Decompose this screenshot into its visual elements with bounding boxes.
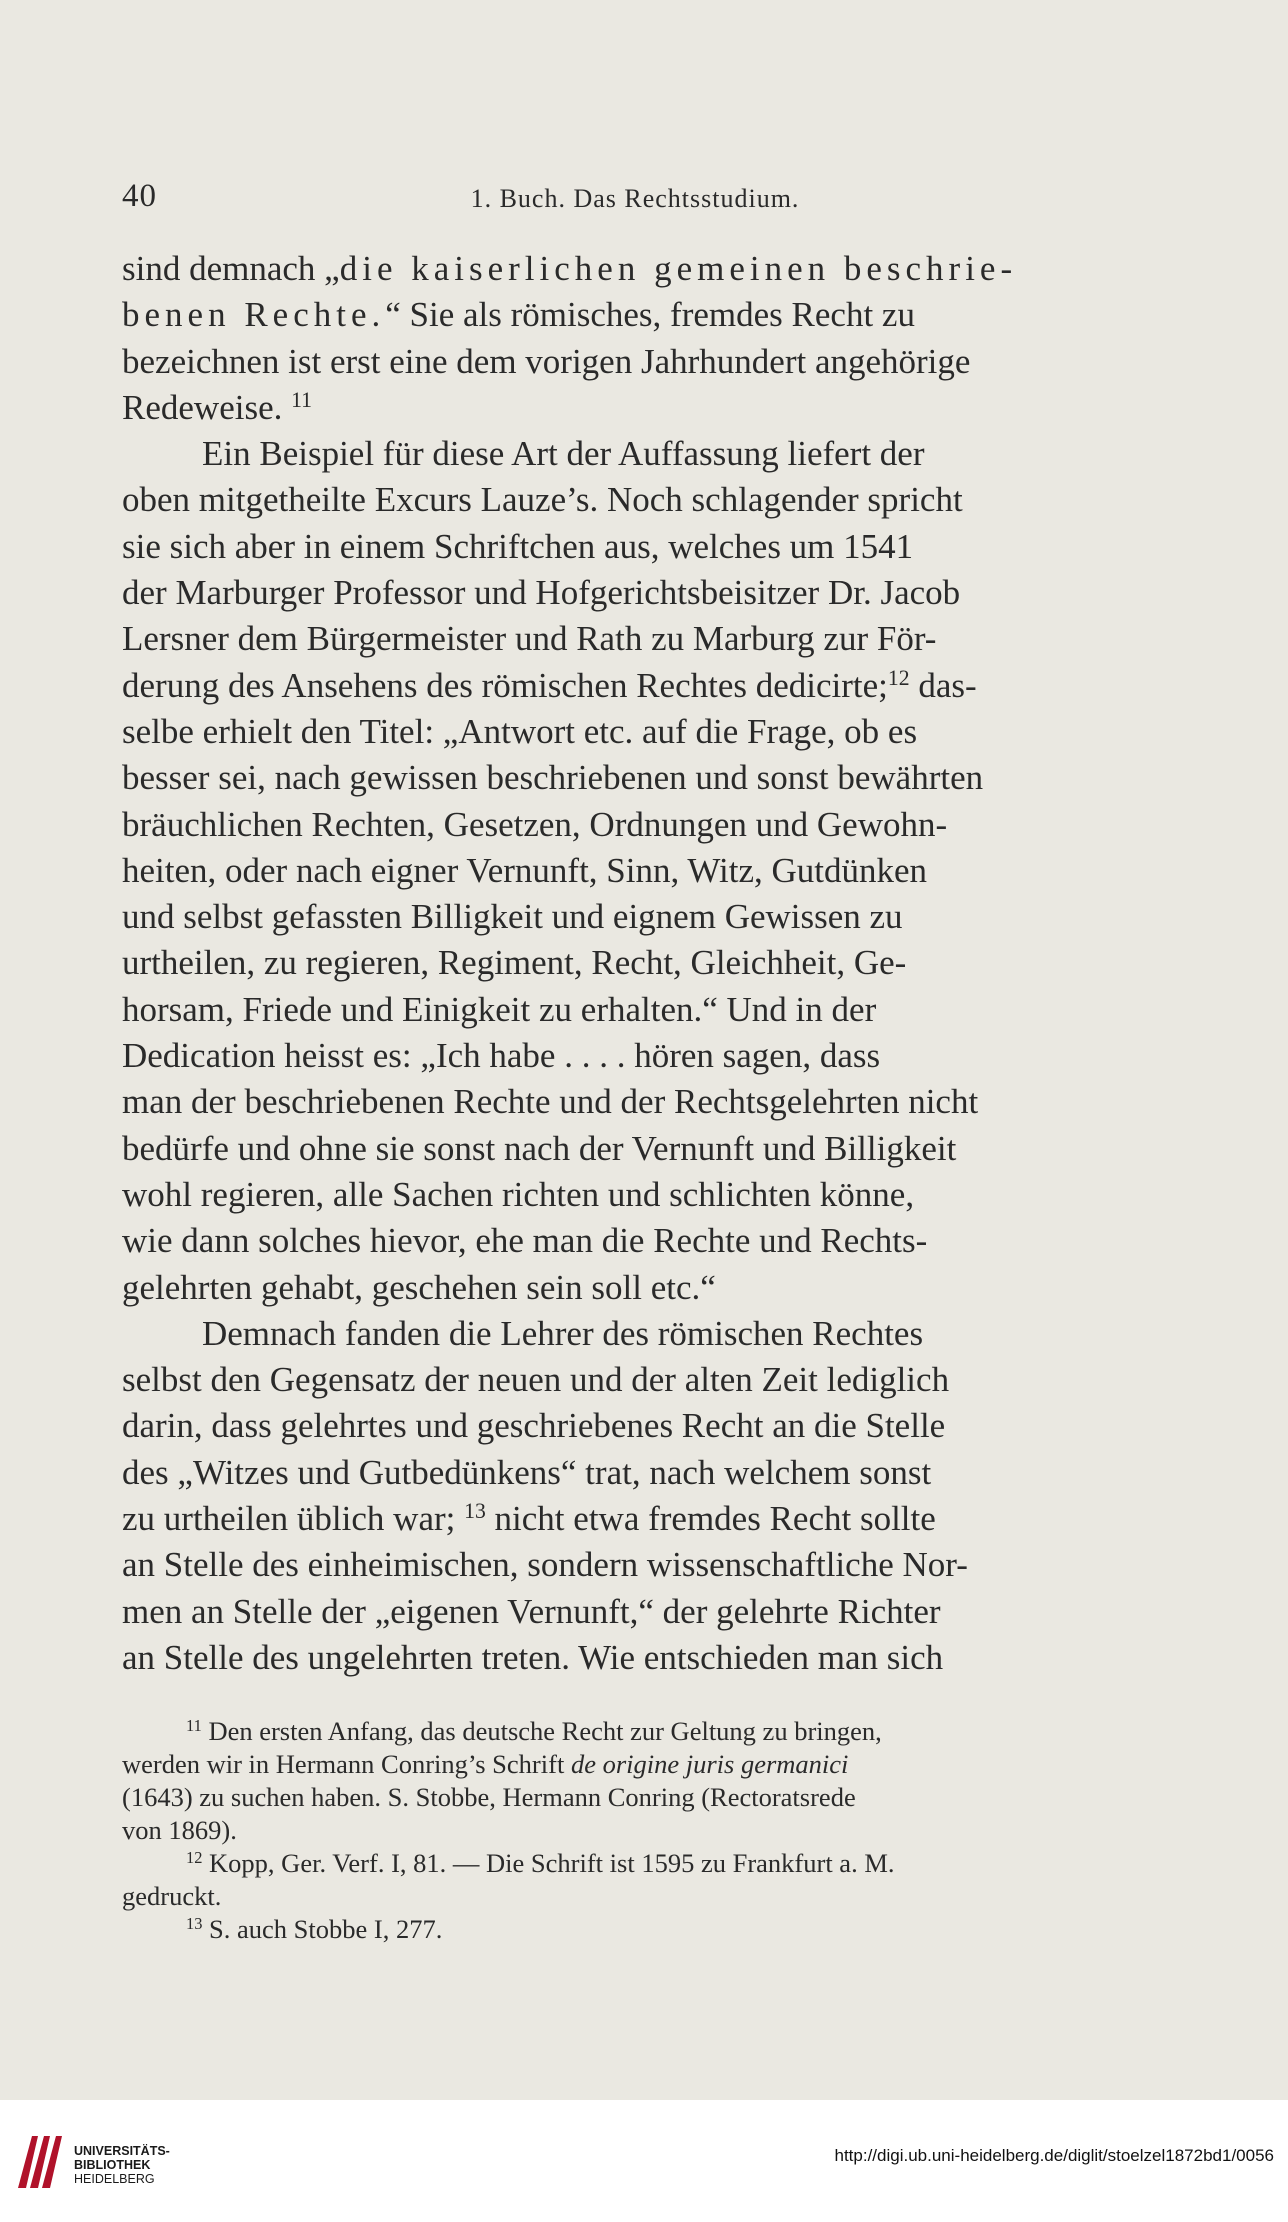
paragraph-3 <box>122 1311 1148 1681</box>
footnote-11 <box>122 1715 1148 1847</box>
library-name-line-1: UNIVERSITÄTS- <box>74 2144 170 2158</box>
p2-text-b: das- selbe erhielt den Titel: „Antwort etc. auf die Frage, ob es besser sei, nach gewissen beschriebenen und sonst bewährten bräuchlichen Rechten, Gesetzen, Ordnungen und Gewohn- heiten, oder nach eigner Vernunft, Sinn, Witz, Gutdünken und selbst gefassten Billigkeit und eignem Gewissen zu urtheilen, zu regieren, Regiment, Recht, Gleichheit, Ge- horsam, Friede und Einigkeit zu erhalten.“ Und in der Dedication heisst es: „Ich habe . . . . hören sagen, dass man der beschriebenen Rechte und der Rechtsgelehrten nicht bedürfe und ohne sie sonst nach der Vernunft und Billigkeit wohl regieren, alle Sachen richten und schlichten könne, wie dann solches hievor, ehe man die Rechte und Rechts- gelehrten gehabt, geschehen sein soll etc.“ <box>122 665 984 1307</box>
library-name <box>74 2144 170 2186</box>
digitization-footer <box>0 2100 1288 2222</box>
p1-spaced-quote: die kaiserlichen gemeinen beschrie- benen Rechte. <box>122 249 1018 335</box>
page-number: 40 <box>122 178 157 214</box>
library-name-line-2: BIBLIOTHEK <box>74 2158 151 2172</box>
page-header <box>122 178 1148 228</box>
footnote-11-text-b: (1643) zu suchen haben. S. Stobbe, Hermann Conring (Rectoratsrede von 1869). <box>122 1782 856 1845</box>
p1-text-a: sind demnach „ <box>122 249 340 288</box>
footnote-11-number: 11 <box>186 1715 202 1735</box>
footnote-11-title: de origine juris germanici <box>570 1749 849 1779</box>
running-title: 1. Buch. Das Rechtsstudium. <box>470 184 800 213</box>
footnote-ref-12: 12 <box>887 665 910 690</box>
footnote-13 <box>122 1913 1148 1946</box>
footnote-13-number: 13 <box>186 1913 203 1933</box>
p3-text-a: Demnach fanden die Lehrer des römischen Rechtes selbst den Gegensatz der neuen und der alten Zeit lediglich darin, dass gelehrtes und geschriebenes Recht an die Stelle des „Witzes und Gutbedünkens“ trat, nach welchem sonst zu urtheilen üblich war; <box>122 1313 950 1539</box>
footnote-11-text-a: Den ersten Anfang, das deutsche Recht zur Geltung zu bringen, werden wir in Hermann Conring’s Schrift <box>122 1716 882 1779</box>
footnote-13-text: S. auch Stobbe I, 277. <box>202 1914 443 1944</box>
university-library-logo-icon <box>14 2130 66 2192</box>
paragraph-1 <box>122 246 1148 431</box>
paragraph-2 <box>122 431 1148 1311</box>
permalink-url[interactable]: http://digi.ub.uni-heidelberg.de/diglit/stoelzel1872bd1/0056 <box>834 2146 1274 2165</box>
footnote-12 <box>122 1847 1148 1913</box>
footnote-ref-13: 13 <box>464 1499 486 1524</box>
p2-text-a: Ein Beispiel für diese Art der Auffassung liefert der oben mitgetheilte Excurs Lauze’s. Noch schlagender spricht sie sich aber in einem Schriftchen aus, welches um 1541 der Marburger Professor und Hofgerichtsbeisitzer Dr. Jacob Lersner dem Bürgermeister und Rath zu Marburg zur För- derung des Ansehens des römischen Rechtes dedicirte; <box>122 434 963 705</box>
body-text <box>122 246 1148 1681</box>
footnotes <box>122 1715 1148 1946</box>
footnote-12-number: 12 <box>186 1847 203 1867</box>
library-name-line-3: HEIDELBERG <box>74 2172 155 2186</box>
p3-text-b: nicht etwa fremdes Recht sollte an Stelle des einheimischen, sondern wissenschaftliche Nor- men an Stelle der „eigenen Vernunft,“ der gelehrte Richter an Stelle des ungelehrten treten. Wie entschieden man sich <box>122 1499 968 1677</box>
footnote-ref-11: 11 <box>291 387 312 412</box>
footnote-12-text: Kopp, Ger. Verf. I, 81. — Die Schrift ist 1595 zu Frankfurt a. M. gedruckt. <box>122 1848 895 1911</box>
p1-text-b: “ Sie als römisches, fremdes Recht zu bezeichnen ist erst eine dem vorigen Jahrhundert angehörige Redeweise. <box>122 295 971 427</box>
